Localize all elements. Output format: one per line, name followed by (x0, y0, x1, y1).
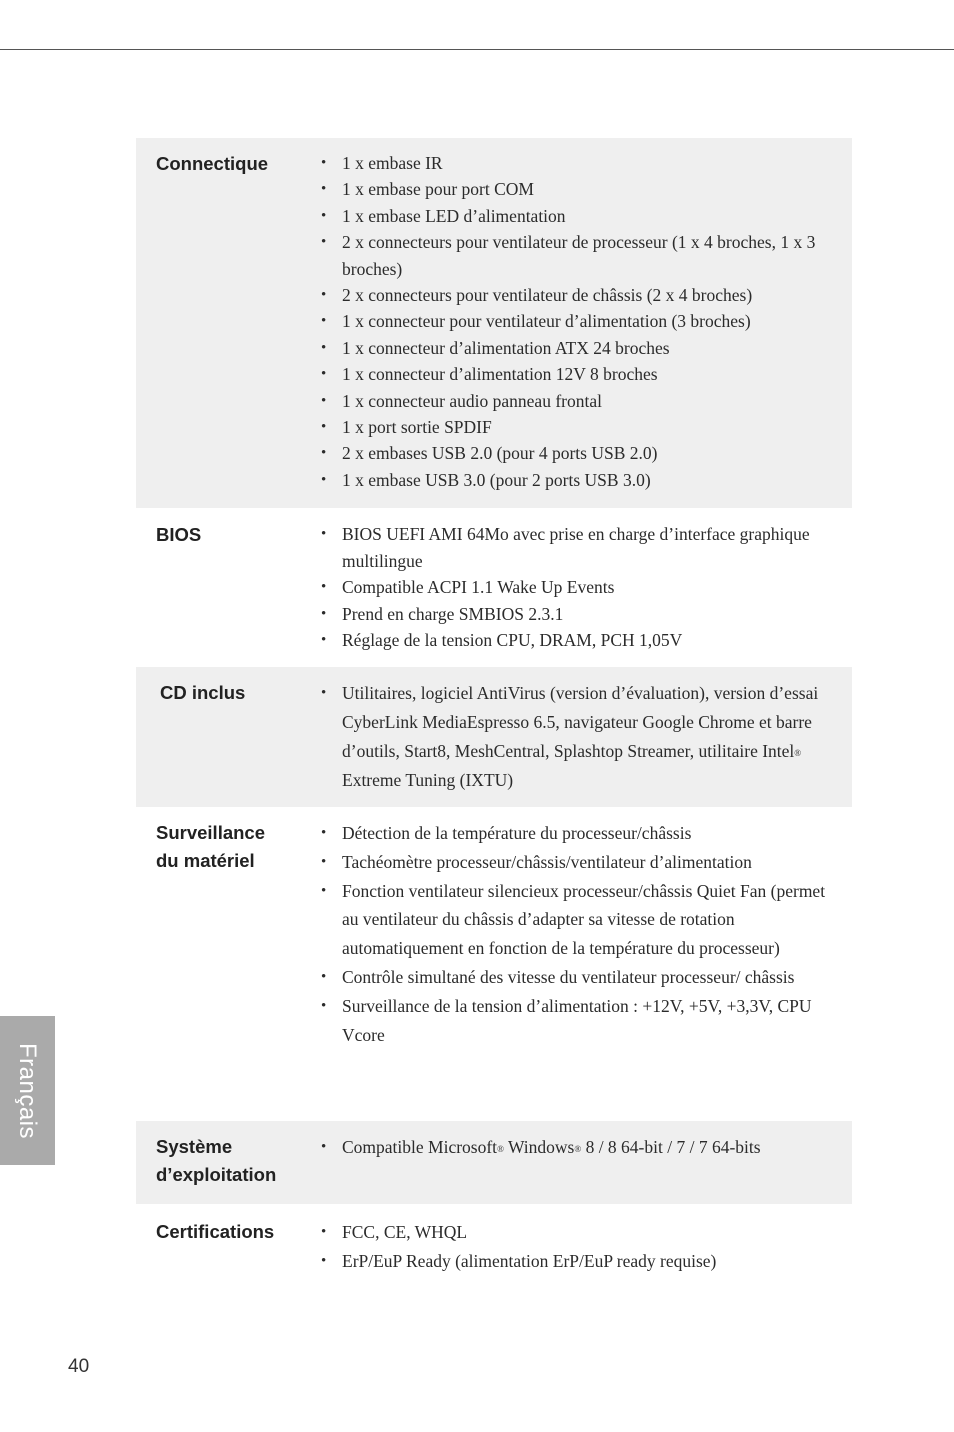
spec-item: • BIOS UEFI AMI 64Mo avec prise en charge d’interface graphique multilingue (302, 521, 852, 574)
spec-item: • 1 x port sortie SPDIF (302, 414, 852, 440)
spec-item-text: Utilitaires, logiciel AntiVirus (version d’évaluation), version d’essai CyberLink MediaEspresso 6.5, navigateur Google Chrome et barre d’outils, Start8, MeshCentral, Splashtop Streamer, utilitaire Intel (342, 683, 819, 761)
page-number: 40 (68, 1356, 90, 1377)
spec-item: • Détection de la température du processeur/châssis (302, 819, 852, 848)
spec-row-monitoring (136, 807, 852, 1121)
spec-label-line: Surveillance (156, 822, 266, 843)
spec-item: • 1 x connecteur pour ventilateur d’alimentation (3 broches) (302, 308, 852, 334)
header-rule (0, 49, 954, 50)
spec-label-connectique: Connectique (156, 153, 269, 174)
spec-items-bios (302, 521, 852, 667)
spec-item (302, 1133, 852, 1161)
spec-label-monitoring (136, 819, 302, 1121)
spec-label-certifications: Certifications (156, 1221, 275, 1242)
spec-item: • 1 x connecteur audio panneau frontal (302, 388, 852, 414)
spec-item: • Prend en charge SMBIOS 2.3.1 (302, 601, 852, 628)
spec-items-connectique (302, 150, 852, 508)
spec-item: • 2 x embases USB 2.0 (pour 4 ports USB 2.0) (302, 440, 852, 466)
language-tab-label: Français (14, 1042, 42, 1139)
registered-mark: ® (574, 1144, 582, 1154)
spec-item: • 2 x connecteurs pour ventilateur de châssis (2 x 4 broches) (302, 282, 852, 308)
spec-row-connectique (136, 138, 852, 508)
spec-item: • 2 x connecteurs pour ventilateur de processeur (1 x 4 broches, 1 x 3 broches) (302, 229, 852, 282)
spec-item: • 1 x embase LED d’alimentation (302, 203, 852, 229)
spec-label-cd: CD inclus (160, 682, 246, 703)
spec-item: • Contrôle simultané des vitesse du ventilateur processeur/ châssis (302, 963, 852, 992)
spec-item: • 1 x embase USB 3.0 (pour 2 ports USB 3.0) (302, 467, 852, 493)
spec-item: • Compatible ACPI 1.1 Wake Up Events (302, 574, 852, 601)
spec-row-certifications (136, 1204, 852, 1284)
spec-item: • Surveillance de la tension d’alimentation : +12V, +5V, +3,3V, CPU Vcore (302, 992, 852, 1050)
spec-item: • Tachéomètre processeur/châssis/ventilateur d’alimentation (302, 848, 852, 877)
spec-label-line: du matériel (156, 850, 255, 871)
spec-row-cd (136, 667, 852, 807)
spec-item-text: Windows (503, 1137, 575, 1157)
spec-item: • Réglage de la tension CPU, DRAM, PCH 1,05V (302, 627, 852, 654)
spec-items-monitoring (302, 819, 852, 1121)
registered-mark: ® (794, 748, 802, 758)
spec-item (302, 679, 852, 795)
spec-table (136, 138, 852, 1284)
spec-item: • 1 x connecteur d’alimentation ATX 24 broches (302, 335, 852, 361)
spec-row-os (136, 1121, 852, 1204)
spec-item-text: Extreme Tuning (IXTU) (342, 770, 514, 790)
spec-items-certifications (302, 1218, 852, 1284)
spec-row-bios (136, 508, 852, 667)
spec-item-text: 8 / 8 64-bit / 7 / 7 64-bits (581, 1137, 761, 1157)
spec-label-os (136, 1133, 302, 1204)
spec-label-line: d’exploitation (156, 1164, 277, 1185)
spec-item: • ErP/EuP Ready (alimentation ErP/EuP ready requise) (302, 1247, 852, 1276)
spec-item-text: Compatible Microsoft (342, 1137, 498, 1157)
language-tab (0, 1016, 55, 1165)
spec-items-os (302, 1133, 852, 1204)
spec-label-bios: BIOS (156, 524, 202, 545)
spec-item: • FCC, CE, WHQL (302, 1218, 852, 1247)
spec-item: • Fonction ventilateur silencieux processeur/châssis Quiet Fan (permet au ventilateur du châssis d’adapter sa vitesse de rotation automatiquement en fonction de la température du processeur) (302, 877, 852, 963)
spec-label-line: Système (156, 1136, 233, 1157)
spec-item: • 1 x connecteur d’alimentation 12V 8 broches (302, 361, 852, 387)
spec-items-cd (302, 679, 852, 807)
spec-item: • 1 x embase IR (302, 150, 852, 176)
registered-mark: ® (497, 1144, 504, 1154)
spec-item: • 1 x embase pour port COM (302, 176, 852, 202)
